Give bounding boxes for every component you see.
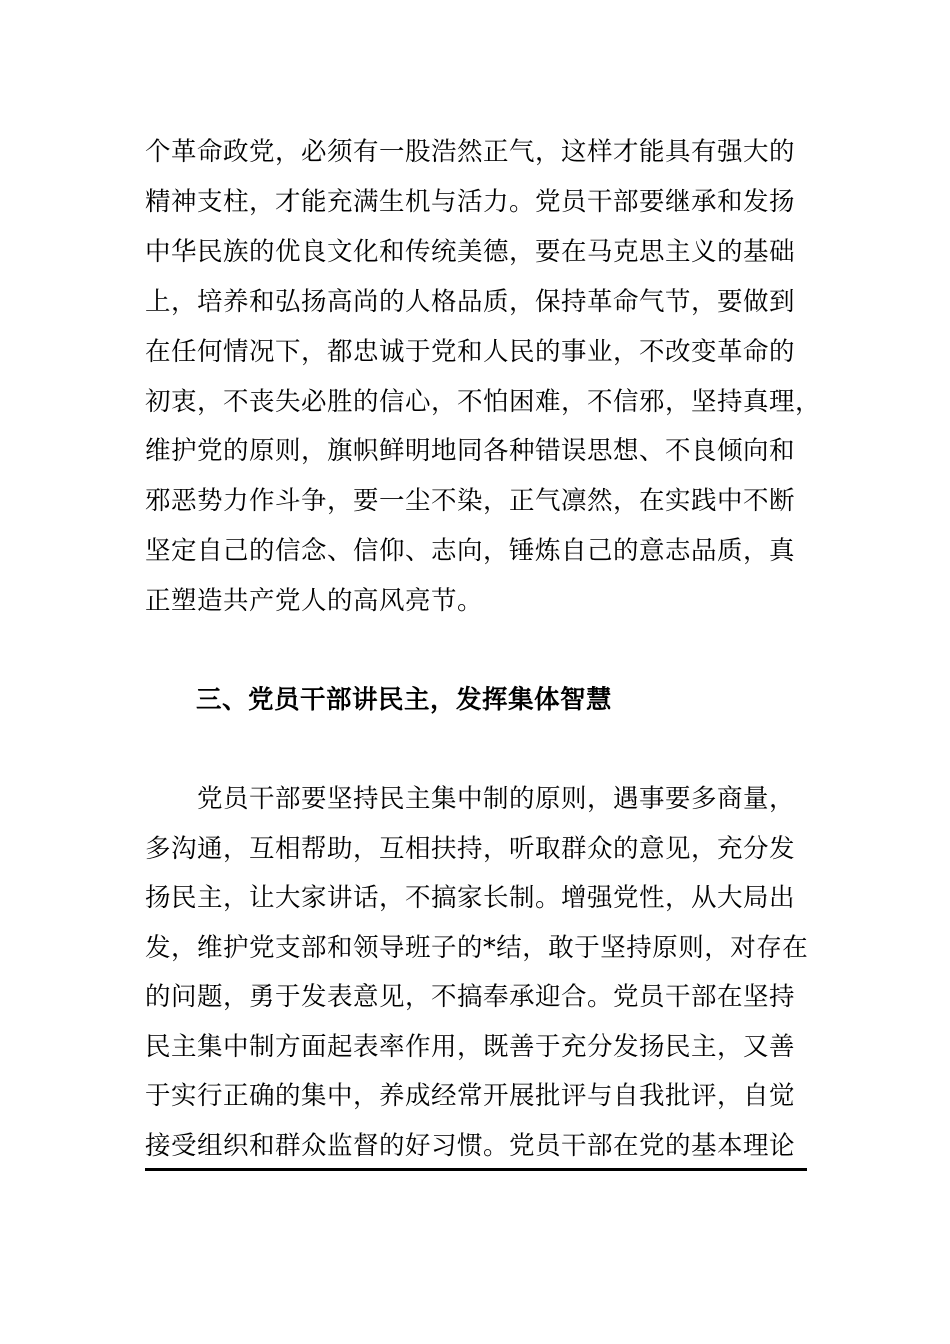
- paragraph-1-line-7: 维护党的原则，旗帜鲜明地同各种错误思想、不良倾向和: [145, 436, 796, 466]
- paragraph-1-line-8: 邪恶势力作斗争，要一尘不染，正气凛然，在实践中不断: [145, 486, 796, 516]
- paragraph-1-line-6: 初衷，不丧失必胜的信心，不怕困难，不信邪，坚持真理，: [145, 387, 822, 417]
- paragraph-2-line-7: 于实行正确的集中，养成经常开展批评与自我批评，自觉: [145, 1081, 796, 1111]
- paragraph-2-line-3: 扬民主，让大家讲话，不搞家长制。增强党性，从大局出: [145, 883, 796, 913]
- paragraph-2-line-1: 党员干部要坚持民主集中制的原则，遇事要多商量，: [145, 784, 796, 814]
- paragraph-1-line-10: 正塑造共产党人的高风亮节。: [145, 586, 484, 616]
- section-heading: 三、党员干部讲民主，发挥集体智慧: [196, 685, 613, 715]
- page-bottom-rule: [145, 1168, 807, 1171]
- paragraph-2-line-8: 接受组织和群众监督的好习惯。党员干部在党的基本理论: [145, 1131, 796, 1161]
- paragraph-2-line-2: 多沟通，互相帮助，互相扶持，听取群众的意见，充分发: [145, 834, 796, 864]
- paragraph-2-line-5: 的问题，勇于发表意见，不搞奉承迎合。党员干部在坚持: [145, 982, 796, 1012]
- paragraph-1-line-4: 上，培养和弘扬高尚的人格品质，保持革命气节，要做到: [145, 287, 796, 317]
- paragraph-1-line-3: 中华民族的优良文化和传统美德，要在马克思主义的基础: [145, 237, 796, 267]
- paragraph-1-line-2: 精神支柱，才能充满生机与活力。党员干部要继承和发扬: [145, 187, 796, 217]
- paragraph-2-line-6: 民主集中制方面起表率作用，既善于充分发扬民主，又善: [145, 1032, 796, 1062]
- paragraph-1-line-9: 坚定自己的信念、信仰、志向，锤炼自己的意志品质，真: [145, 536, 796, 566]
- paragraph-2-line-4: 发，维护党支部和领导班子的*结，敢于坚持原则，对存在: [145, 933, 809, 963]
- paragraph-1-line-5: 在任何情况下，都忠诚于党和人民的事业，不改变革命的: [145, 337, 796, 367]
- paragraph-1-line-1: 个革命政党，必须有一股浩然正气，这样才能具有强大的: [145, 137, 796, 167]
